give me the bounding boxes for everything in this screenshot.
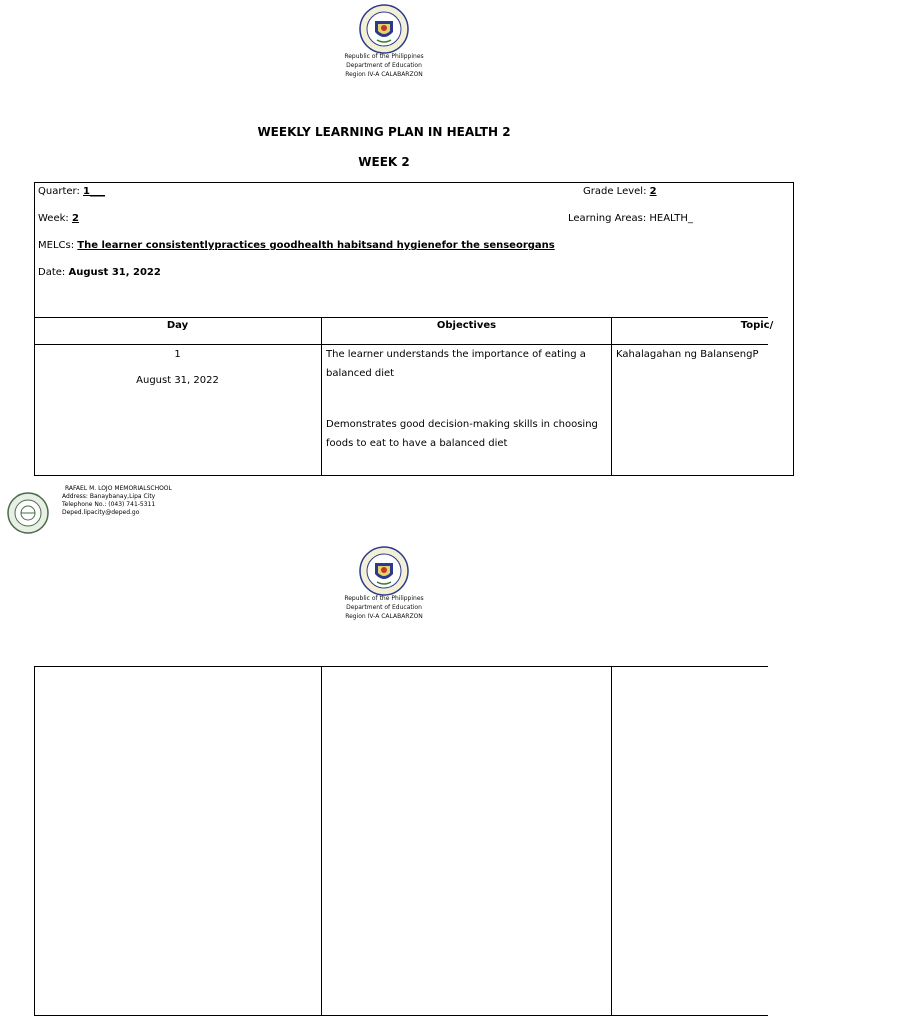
org-lines xyxy=(284,52,484,79)
week-value: 2 xyxy=(71,213,79,224)
page2-column-divider-1 xyxy=(321,666,322,1016)
topic-cell: Kahalagahan ng BalansengP xyxy=(616,349,759,360)
deped-seal-icon-page-2 xyxy=(359,546,409,596)
org-lines-page-2 xyxy=(284,594,484,621)
page2-table-left xyxy=(34,666,35,1016)
week-field: Week: 2 xyxy=(38,213,79,224)
school-address: Address: Banaybanay,Lipa City xyxy=(62,493,156,500)
org-line-department-page-2: Department of Education xyxy=(346,604,422,611)
objective-2: Demonstrates good decision-making skills in choosing foods to eat to have a balanced diet xyxy=(326,419,598,449)
school-email: Deped.lipacity@deped.go xyxy=(62,509,140,516)
date-value: August 31, 2022 xyxy=(68,267,161,278)
page2-column-divider-2 xyxy=(611,666,612,1016)
school-info xyxy=(62,485,172,517)
quarter-field: Quarter: 1___ xyxy=(38,186,105,197)
org-line-republic: Republic of the Philippines xyxy=(344,53,424,60)
org-line-region: Region IV-A CALABARZON xyxy=(345,71,423,78)
org-line-department: Department of Education xyxy=(346,62,422,69)
column-header-objectives: Objectives xyxy=(436,320,497,331)
deped-seal-icon xyxy=(359,4,409,54)
school-name: RAFAEL M. LOJO MEMORIALSCHOOL xyxy=(65,485,172,492)
quarter-value: 1___ xyxy=(83,186,105,197)
day-number: 1 xyxy=(174,349,181,360)
learning-area-value: HEALTH_ xyxy=(649,213,693,224)
page2-table-top xyxy=(34,666,768,667)
column-header-day: Day xyxy=(166,320,189,331)
grade-level-value: 2 xyxy=(649,186,657,197)
table-top-border xyxy=(34,317,768,318)
org-line-region-page-2: Region IV-A CALABARZON xyxy=(345,613,423,620)
org-line-republic-page-2: Republic of the Philippines xyxy=(344,595,424,602)
date-field: Date: August 31, 2022 xyxy=(38,267,161,278)
page2-table-bottom xyxy=(34,1015,768,1016)
table-row xyxy=(34,345,321,364)
column-header-topic: Topic/ xyxy=(740,320,774,331)
column-divider-1 xyxy=(321,317,322,476)
day-date: August 31, 2022 xyxy=(136,375,219,386)
grade-level-field: Grade Level: 2 xyxy=(583,186,657,197)
week-title: WEEK 2 xyxy=(358,155,410,169)
school-telephone: Telephone No.: (043) 741-5311 xyxy=(62,501,156,508)
melcs-value: The learner consistentlypractices goodhealth habitsand hygienefor the senseorgans xyxy=(77,240,555,251)
document-title: WEEKLY LEARNING PLAN IN HEALTH 2 xyxy=(257,125,511,139)
column-divider-2 xyxy=(611,317,612,476)
learning-area-field: Learning Areas: HEALTH_ xyxy=(568,213,693,224)
objective-1: The learner understands the importance of eating a balanced diet xyxy=(326,349,586,379)
melcs-field: MELCs: The learner consistentlypractices goodhealth habitsand hygienefor the senseorgans xyxy=(38,240,555,251)
school-seal-icon xyxy=(7,492,49,534)
